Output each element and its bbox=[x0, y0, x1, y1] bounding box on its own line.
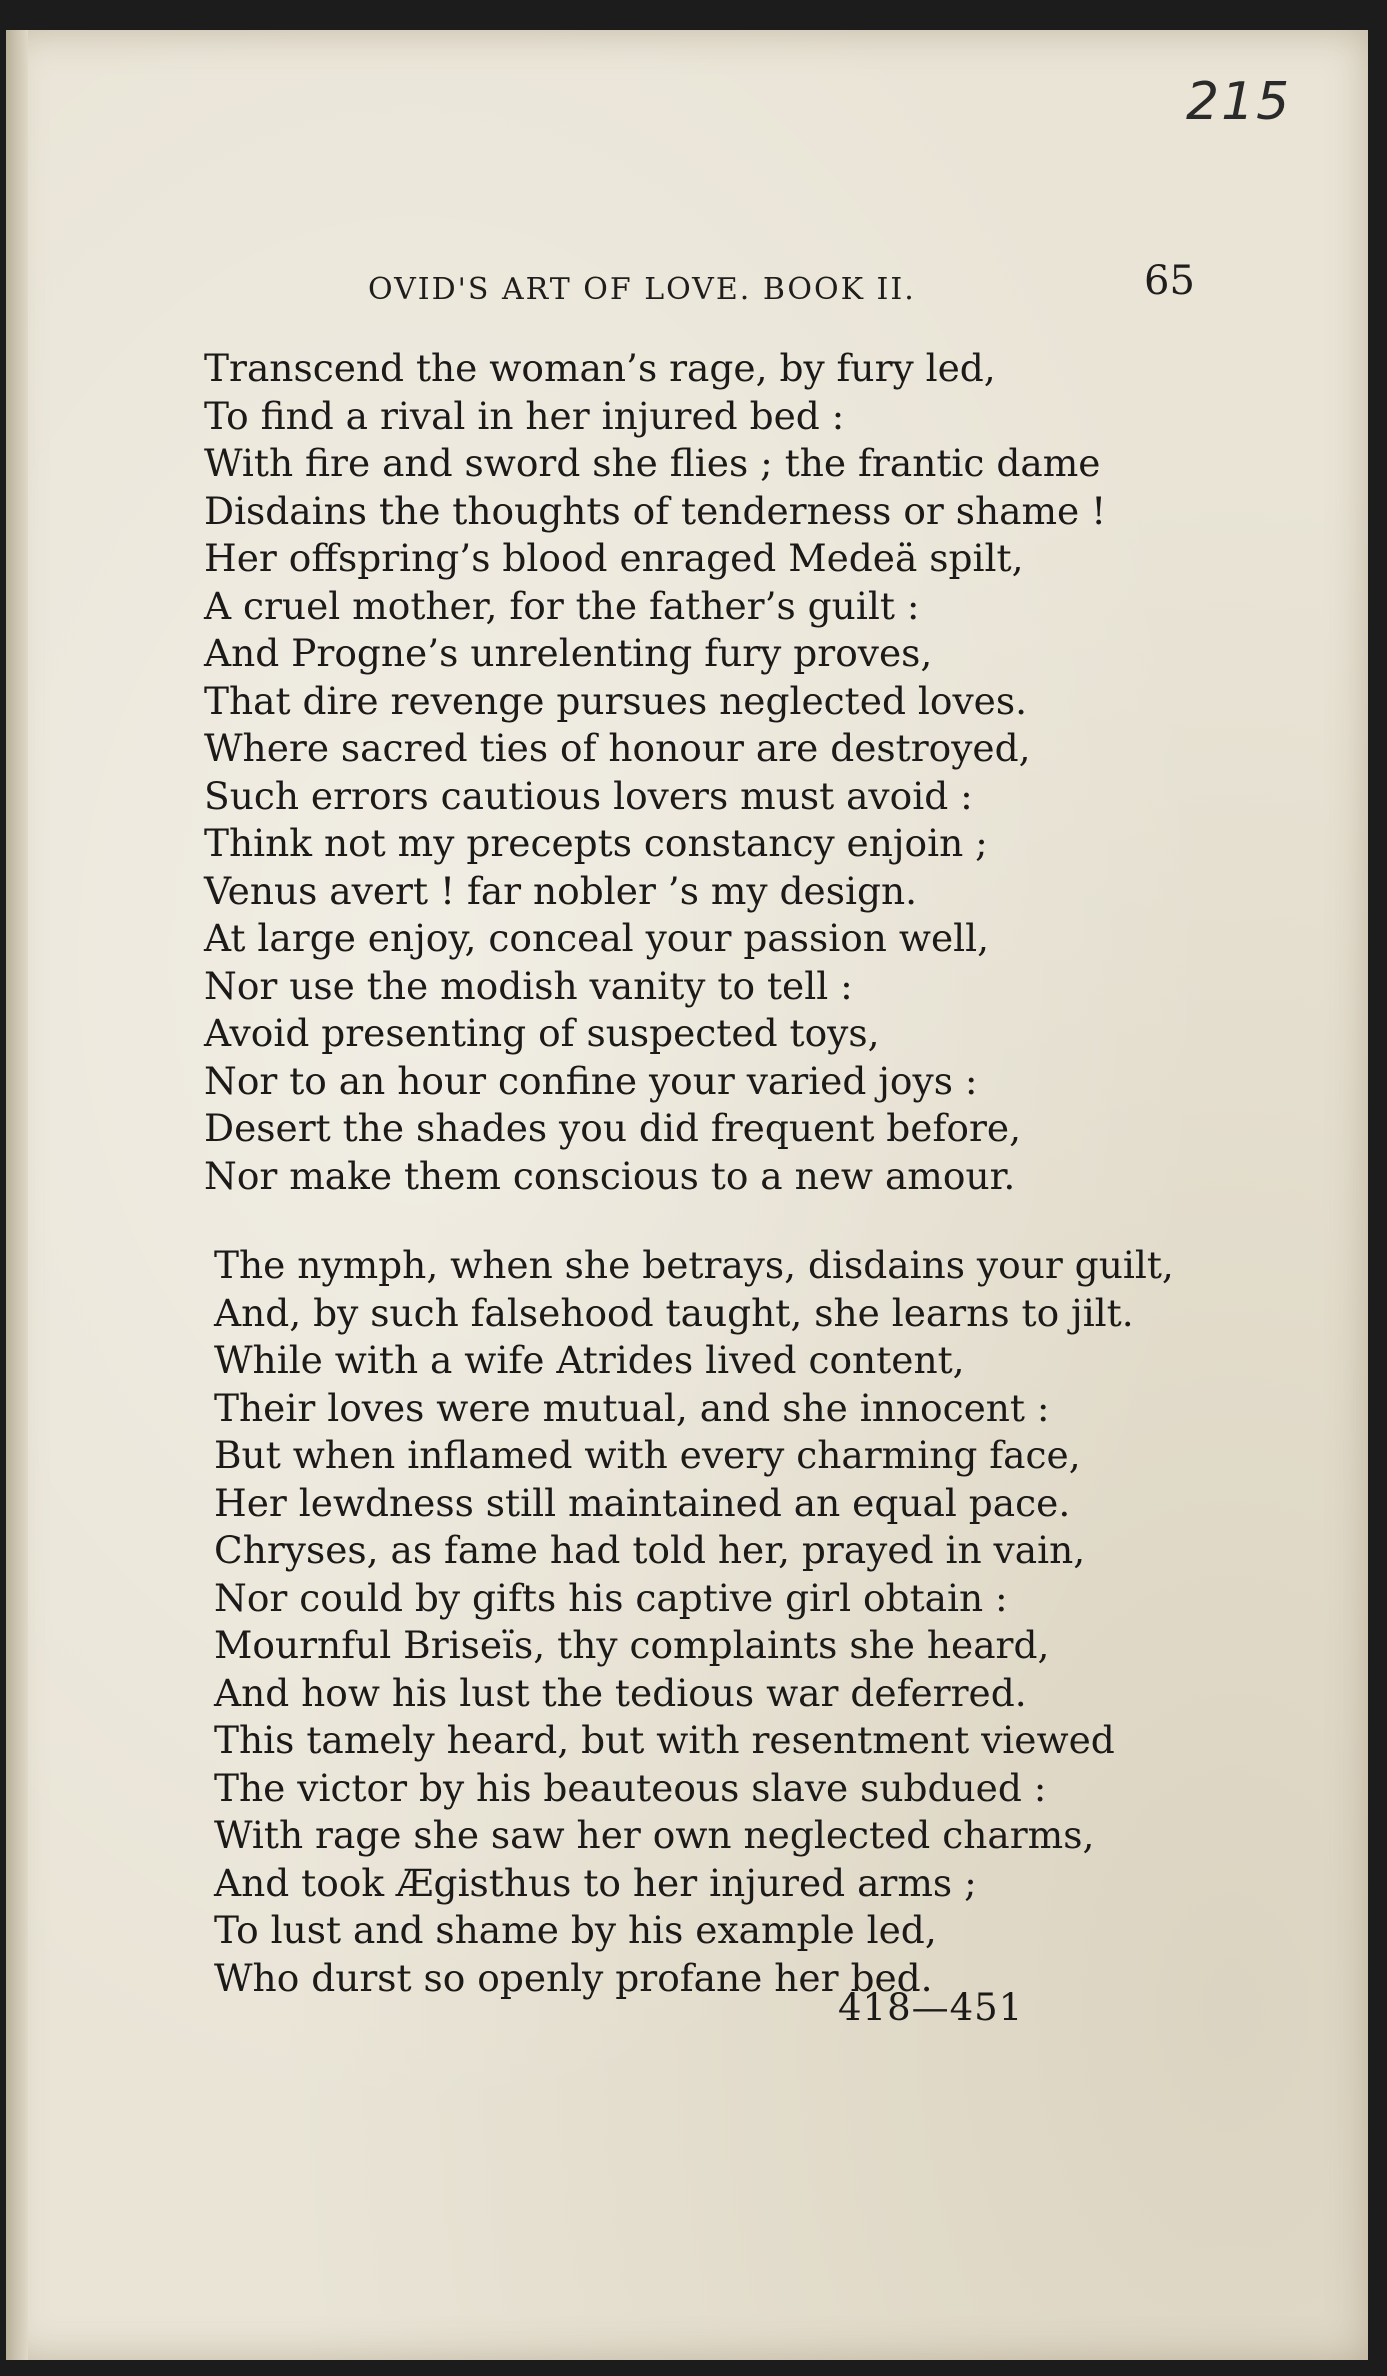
verse-line: With fire and sword she flies ; the frantic dame bbox=[204, 441, 1101, 485]
verse-line: And took Ægisthus to her injured arms ; bbox=[214, 1860, 977, 1905]
handwritten-folio-number: 215 bbox=[1186, 72, 1292, 132]
verse-line: Her offspring’s blood enraged Medeä spilt, bbox=[204, 536, 1024, 580]
verse-line: The victor by his beauteous slave subdued : bbox=[214, 1765, 1047, 1810]
verse-line: Nor use the modish vanity to tell : bbox=[204, 963, 853, 1008]
book-page bbox=[6, 30, 1368, 2360]
verse-line: Transcend the woman’s rage, by fury led, bbox=[204, 346, 996, 390]
verse-line: Venus avert ! far nobler ’s my design. bbox=[204, 868, 918, 913]
verse-line: To lust and shame by his example led, bbox=[214, 1908, 937, 1952]
verse-line: Mournful Briseïs, thy complaints she heard, bbox=[214, 1623, 1050, 1667]
page-spine-edge bbox=[6, 30, 28, 2360]
verse-line: Her lewdness still maintained an equal pace. bbox=[214, 1480, 1071, 1525]
verse-line: Nor make them conscious to a new amour. bbox=[204, 1153, 1016, 1198]
verse-line: A cruel mother, for the father’s guilt : bbox=[204, 583, 920, 628]
verse-line: Desert the shades you did frequent before, bbox=[204, 1106, 1021, 1150]
verse-line: With rage she saw her own neglected charms, bbox=[214, 1813, 1095, 1857]
line-reference: 418—451 bbox=[838, 1986, 1024, 2029]
verse-line: Think not my precepts constancy enjoin ; bbox=[204, 821, 988, 865]
verse-line: Nor to an hour confine your varied joys : bbox=[204, 1058, 978, 1103]
verse-line: Who durst so openly profane her bed. bbox=[214, 1955, 933, 2000]
verse-line: This tamely heard, but with resentment viewed bbox=[214, 1718, 1115, 1762]
verse-line: And, by such falsehood taught, she learns to jilt. bbox=[214, 1290, 1134, 1335]
verse-line: Nor could by gifts his captive girl obtain : bbox=[214, 1575, 1008, 1620]
verse-line: Disdains the thoughts of tenderness or shame ! bbox=[204, 488, 1107, 533]
verse-line: To find a rival in her injured bed : bbox=[204, 393, 845, 438]
verse-line: Where sacred ties of honour are destroyed, bbox=[204, 726, 1031, 770]
stanza-2 bbox=[214, 1242, 1174, 2002]
page-number: 65 bbox=[1144, 258, 1195, 304]
verse-line: And how his lust the tedious war deferred. bbox=[214, 1670, 1027, 1715]
verse-line: That dire revenge pursues neglected loves. bbox=[204, 678, 1027, 723]
verse-line: Their loves were mutual, and she innocent : bbox=[214, 1385, 1050, 1430]
stanza-1 bbox=[204, 345, 1106, 1200]
verse-line: Chryses, as fame had told her, prayed in vain, bbox=[214, 1528, 1086, 1572]
verse-line: At large enjoy, conceal your passion well, bbox=[204, 916, 990, 960]
verse-line: The nymph, when she betrays, disdains your guilt, bbox=[214, 1243, 1174, 1287]
running-title: OVID'S ART OF LOVE. BOOK II. bbox=[368, 272, 916, 307]
verse-line: Avoid presenting of suspected toys, bbox=[204, 1011, 880, 1055]
verse-line: And Progne’s unrelenting fury proves, bbox=[204, 631, 933, 675]
verse-line: While with a wife Atrides lived content, bbox=[214, 1338, 965, 1382]
verse-line: But when inflamed with every charming face, bbox=[214, 1433, 1081, 1477]
verse-line: Such errors cautious lovers must avoid : bbox=[204, 773, 973, 818]
